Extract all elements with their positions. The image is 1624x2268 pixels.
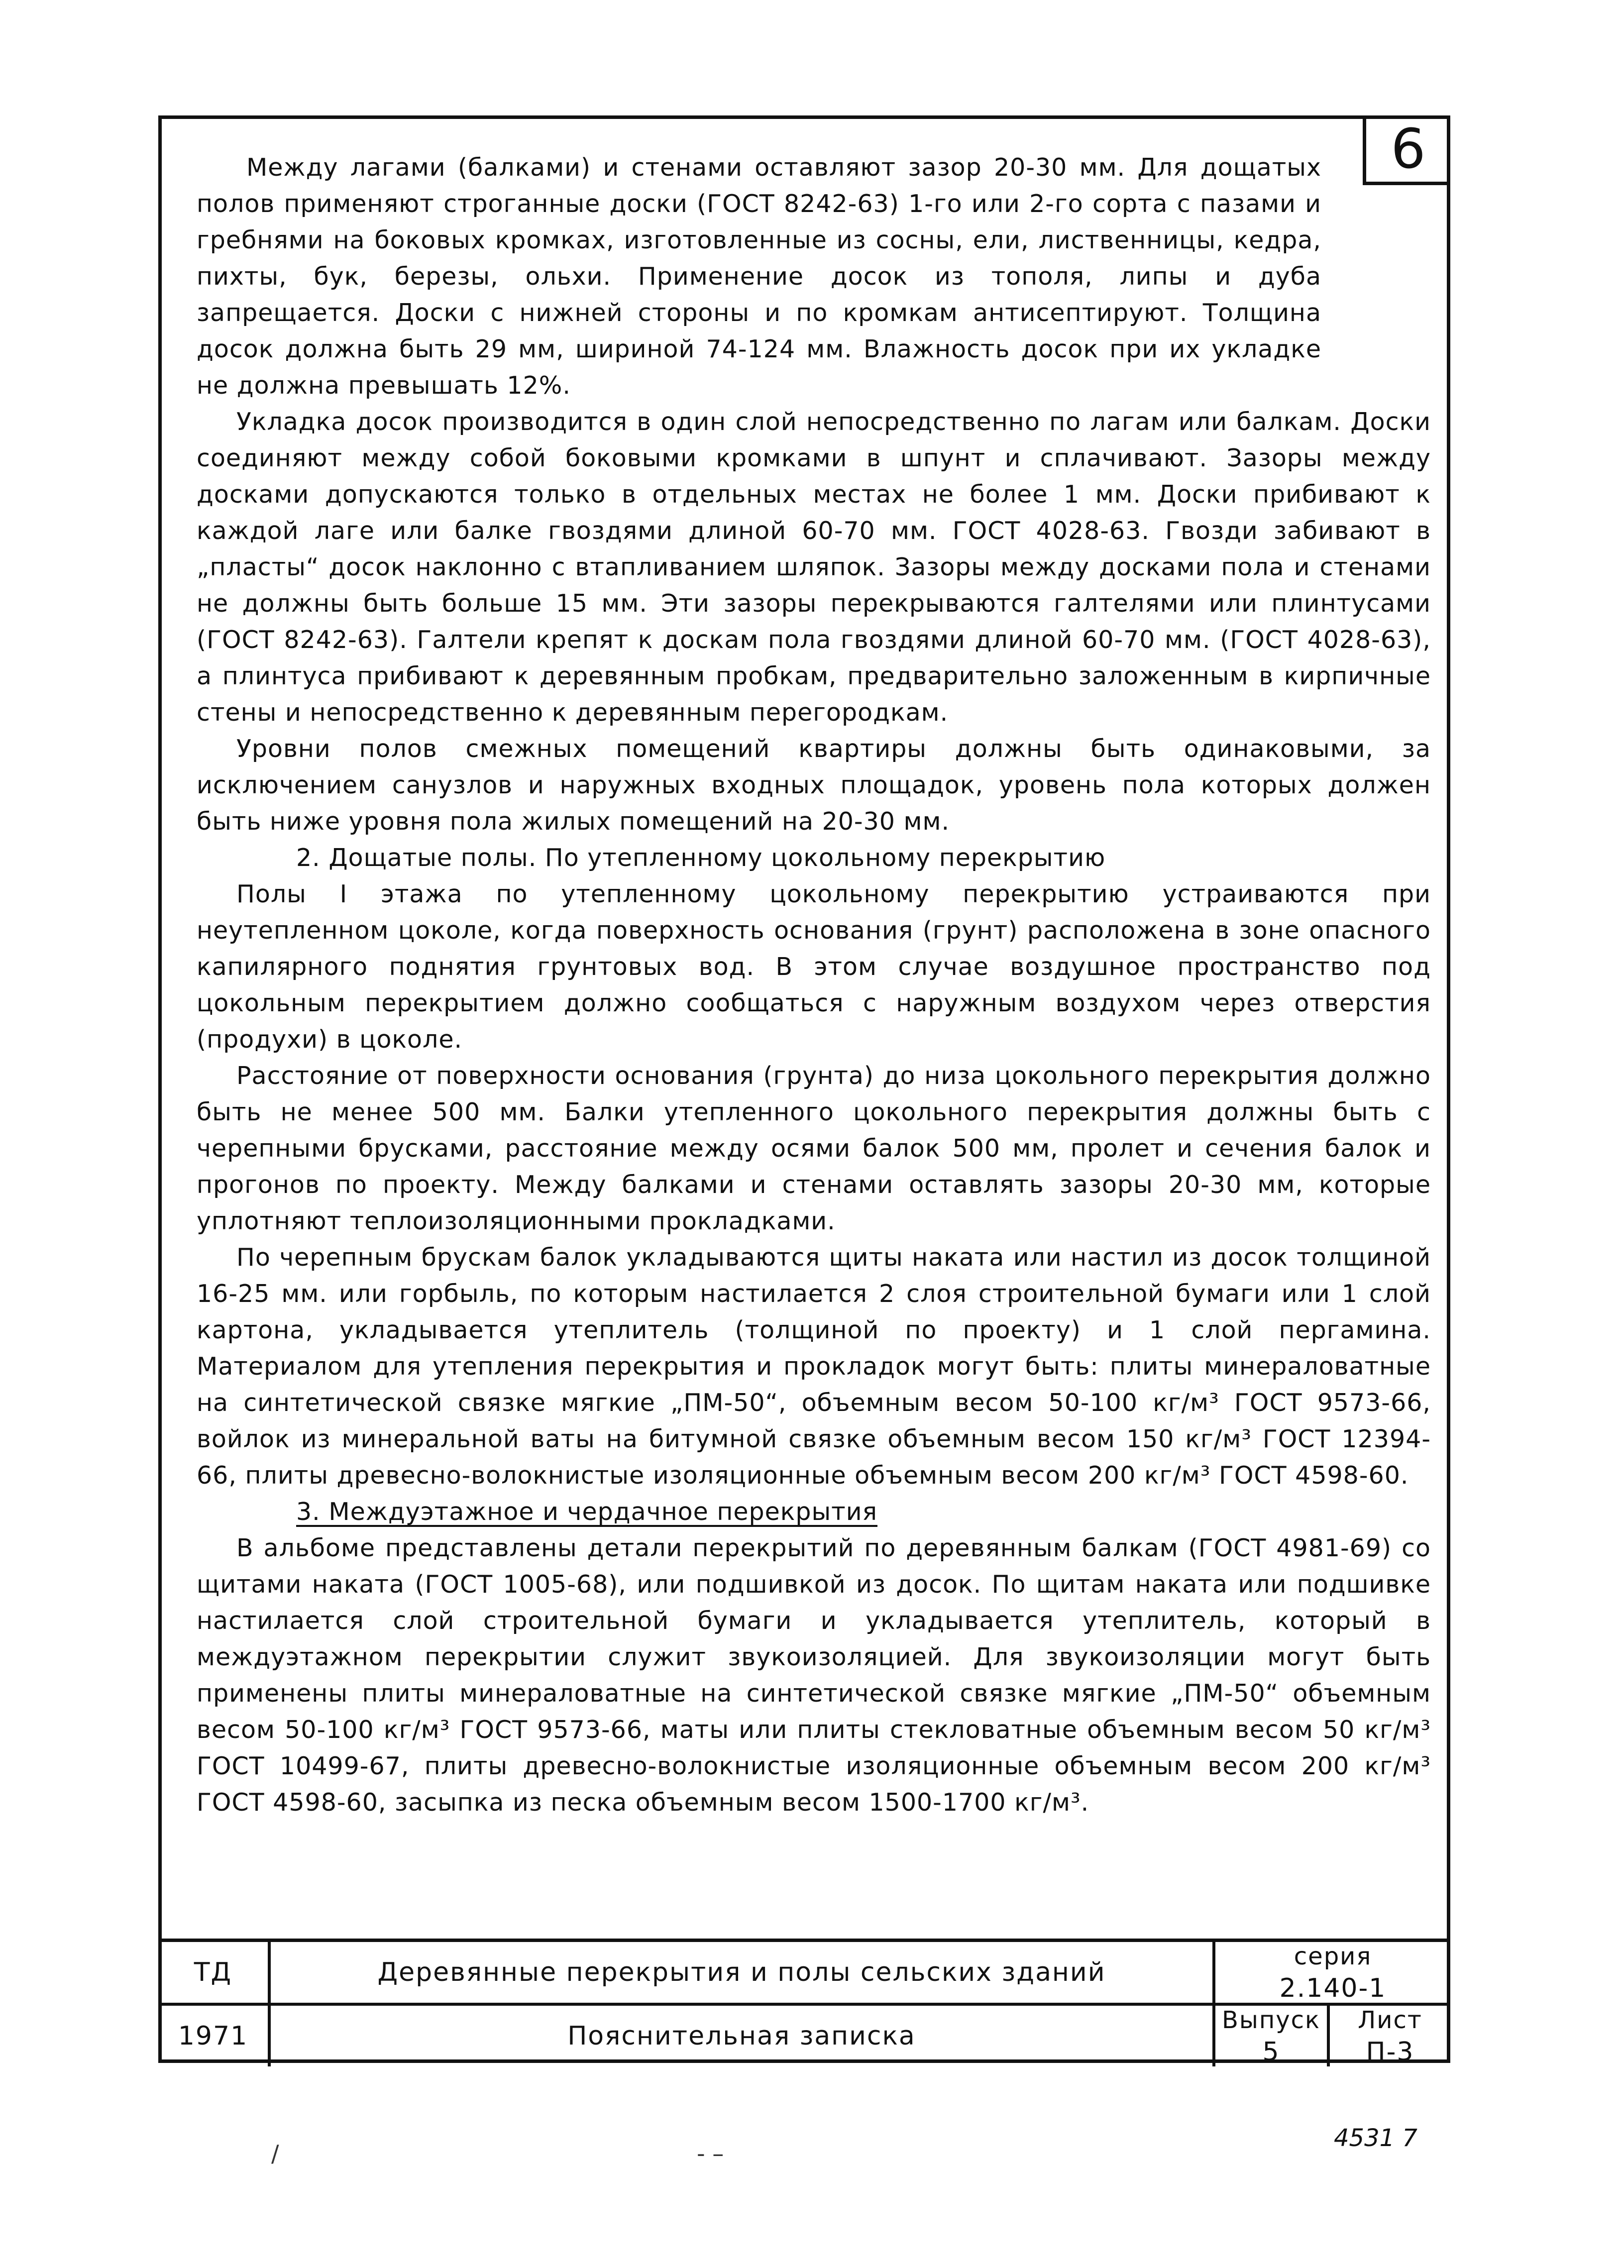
series-cell bbox=[1215, 1942, 1450, 2003]
paragraph-joists-gap: Между лагами (балками) и стенами оставляют зазор 20-30 мм. Для дощатых полов применяют строганные доски (ГОСТ 8242-63) 1-го или 2-го сорта с пазами и гребнями на боковых кромках, изготовленные из сосны, ели, лиственницы, кедра, пихты, бук, березы, ольхи. Применение досок из тополя, липы и дуба запрещается. Доски с нижней стороны и по кромкам антисептируют. Толщина досок должна быть 29 мм, шириной 74-124 мм. Влажность досок при их укладке не должна превышать 12%. bbox=[197, 153, 1321, 400]
title-block bbox=[158, 1939, 1450, 2067]
section-heading-3: 3. Междуэтажное и чердачное перекрытия bbox=[296, 1498, 878, 1526]
issue-value: 5 bbox=[1262, 2037, 1280, 2067]
document-body bbox=[197, 149, 1431, 1821]
issue-label: Выпуск bbox=[1222, 2006, 1320, 2034]
org-code: ТД bbox=[194, 1957, 232, 1987]
archive-number: 4531 7 bbox=[1334, 2124, 1417, 2152]
series-value: 2.140-1 bbox=[1279, 1973, 1387, 2003]
issue-cell bbox=[1215, 2006, 1327, 2066]
paragraph-floor-levels: Уровни полов смежных помещений квартиры должны быть одинаковыми, за исключением санузлов и наружных входных площадок, уровень пола которых должен быть ниже уровня пола жилых помещений на 20-30 мм. bbox=[197, 735, 1431, 836]
page-number: 6 bbox=[1363, 115, 1450, 185]
year: 1971 bbox=[178, 2021, 248, 2051]
paragraph-base-distance: Расстояние от поверхности основания (грунта) до низа цокольного перекрытия должно быть не менее 500 мм. Балки утепленного цокольного перекрытия должны быть с черепными брусками, расстояние между осями балок 500 мм, пролет и сечения балок и прогонов по проекту. Между балками и стенами оставлять зазоры 20-30 мм, которые уплотняют теплоизоляционными прокладками. bbox=[197, 1062, 1431, 1235]
paragraph-interfloor: В альбоме представлены детали перекрытий по деревянным балкам (ГОСТ 4981-69) со щитами наката (ГОСТ 1005-68), или подшивкой из досок. По щитам наката или подшивке настилается слой строительной бумаги и укладывается утеплитель, который в междуэтажном перекрытии служит звукоизоляцией. Для звукоизоляции могут быть применены плиты минераловатные на синтетической связке мягкие „ПМ-50“ объемным весом 50-100 кг/м³ ГОСТ 9573-66, маты или плиты стекловатные объемным весом 50 кг/м³ ГОСТ 10499-67, плиты древесно-волокнистые изоляционные объемным весом 200 кг/м³ ГОСТ 4598-60, засыпка из песка объемным весом 1500-1700 кг/м³. bbox=[197, 1534, 1431, 1817]
sheet-label: Лист bbox=[1358, 2006, 1422, 2034]
sheet-title: Пояснительная записка bbox=[567, 2021, 916, 2051]
paragraph-board-laying: Укладка досок производится в один слой непосредственно по лагам или балкам. Доски соединяют между собой боковыми кромками в шпунт и сплачивают. Зазоры между досками допускаются только в отдельных местах не более 1 мм. Доски прибивают к каждой лаге или балке гвоздями длиной 60-70 мм. ГОСТ 4028-63. Гвозди забивают в „пласты“ досок наклонно с втапливанием шляпок. Зазоры между досками пола и стенами не должны быть больше 15 мм. Эти зазоры перекрываются галтелями или плинтусами (ГОСТ 8242-63). Галтели крепят к доскам пола гвоздями длиной 60-70 мм. (ГОСТ 4028-63), а плинтуса прибивают к деревянным пробкам, предварительно заложенным в кирпичные стены и непосредственно к деревянным перегородкам. bbox=[197, 408, 1431, 727]
paragraph-insulation-materials: По черепным брускам балок укладываются щиты наката или настил из досок толщиной 16-25 мм. или горбыль, по которым настилается 2 слоя строительной бумаги или 1 слой картона, укладывается утеплитель (толщиной по проекту) и 1 слой пергамина. Материалом для утепления перекрытия и прокладок могут быть: плиты минераловатные на синтетической связке мягкие „ПМ-50“, объемным весом 50-100 кг/м³ ГОСТ 9573-66, войлок из минеральной ваты на битумной связке объемным весом 150 кг/м³ ГОСТ 12394-66, плиты древесно-волокнистые изоляционные объемным весом 200 кг/м³ ГОСТ 4598-60. bbox=[197, 1243, 1431, 1490]
album-title: Деревянные перекрытия и полы сельских зданий bbox=[377, 1957, 1106, 1987]
stray-dash-mark: - – bbox=[697, 2140, 724, 2167]
stray-pen-mark: / bbox=[271, 2140, 279, 2167]
series-label: серия bbox=[1294, 1943, 1372, 1970]
sheet-value: П-3 bbox=[1366, 2037, 1414, 2067]
sheet-cell bbox=[1330, 2006, 1450, 2066]
section-heading-2: 2. Дощатые полы. По утепленному цокольному перекрытию bbox=[296, 844, 1106, 872]
paragraph-ground-floor: Полы I этажа по утепленному цокольному перекрытию устраиваются при неутепленном цоколе, когда поверхность основания (грунт) расположена в зоне опасного капилярного поднятия грунтовых вод. В этом случае воздушное пространство под цокольным перекрытием должно сообщаться с наружным воздухом через отверстия (продухи) в цоколе. bbox=[197, 880, 1431, 1054]
